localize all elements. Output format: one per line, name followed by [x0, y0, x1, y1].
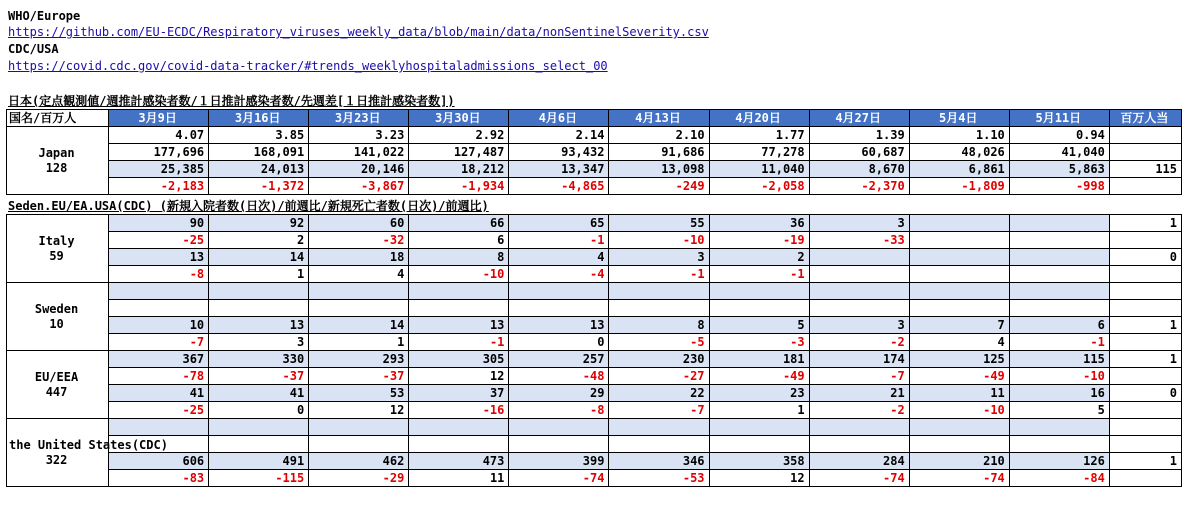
country-label — [7, 351, 109, 419]
country-population: 128 — [45, 160, 68, 175]
value-cell: 13,098 — [609, 161, 709, 178]
value-cell: 8 — [409, 249, 509, 266]
value-cell — [409, 436, 509, 453]
value-cell — [409, 419, 509, 436]
per-million-cell — [1109, 144, 1181, 161]
value-cell: -2,183 — [109, 178, 209, 195]
value-cell: 13 — [109, 249, 209, 266]
value-cell: -33 — [809, 232, 909, 249]
value-cell: 18 — [309, 249, 409, 266]
value-cell: 127,487 — [409, 144, 509, 161]
table-row — [7, 351, 1182, 368]
value-cell: 6 — [409, 232, 509, 249]
value-cell: -3 — [709, 334, 809, 351]
per-million-cell — [1109, 334, 1181, 351]
value-cell: 65 — [509, 215, 609, 232]
value-cell: 13 — [409, 317, 509, 334]
value-cell: 16 — [1009, 385, 1109, 402]
table-row — [7, 470, 1182, 487]
value-cell: -1,372 — [209, 178, 309, 195]
value-cell: 177,696 — [109, 144, 209, 161]
per-million-cell — [1109, 419, 1181, 436]
value-cell: -25 — [109, 232, 209, 249]
table-row — [7, 402, 1182, 419]
value-cell: -8 — [109, 266, 209, 283]
table-row — [7, 436, 1182, 453]
country-name: EU/EEA — [34, 369, 79, 384]
value-cell: 5 — [1009, 402, 1109, 419]
value-cell: -1 — [1009, 334, 1109, 351]
cdc-usa-label: CDC/USA — [8, 42, 59, 56]
value-cell: -7 — [809, 368, 909, 385]
value-cell — [309, 300, 409, 317]
date-header: 3月23日 — [309, 110, 409, 127]
value-cell: 91,686 — [609, 144, 709, 161]
value-cell: 48,026 — [909, 144, 1009, 161]
value-cell — [909, 283, 1009, 300]
others-section-title: Seden.EU/EA.USA(CDC) (新規入院者数(日次)/前週比/新規死亡者数(日次)/前週比) — [8, 199, 489, 213]
value-cell — [509, 283, 609, 300]
value-cell: 125 — [909, 351, 1009, 368]
value-cell: 210 — [909, 453, 1009, 470]
value-cell: 29 — [509, 385, 609, 402]
value-cell: -1 — [509, 232, 609, 249]
value-cell: 55 — [609, 215, 709, 232]
per-million-cell — [1109, 368, 1181, 385]
value-cell: 1 — [709, 402, 809, 419]
value-cell — [1009, 249, 1109, 266]
value-cell: 174 — [809, 351, 909, 368]
value-cell: -10 — [909, 402, 1009, 419]
date-header: 3月30日 — [409, 110, 509, 127]
per-million-cell: 115 — [1109, 161, 1181, 178]
per-million-cell — [1109, 266, 1181, 283]
value-cell: -53 — [609, 470, 709, 487]
value-cell: 257 — [509, 351, 609, 368]
value-cell: -1,809 — [909, 178, 1009, 195]
value-cell: 4 — [509, 249, 609, 266]
value-cell — [209, 283, 309, 300]
value-cell — [909, 215, 1009, 232]
table-row — [7, 453, 1182, 470]
value-cell — [709, 419, 809, 436]
value-cell: -998 — [1009, 178, 1109, 195]
value-cell: 473 — [409, 453, 509, 470]
value-cell: -8 — [509, 402, 609, 419]
value-cell: 11,040 — [709, 161, 809, 178]
value-cell: -19 — [709, 232, 809, 249]
value-cell: -7 — [109, 334, 209, 351]
per-million-cell — [1109, 127, 1181, 144]
others-table — [6, 214, 1182, 487]
value-cell: -2,058 — [709, 178, 809, 195]
value-cell: 181 — [709, 351, 809, 368]
table-row — [7, 283, 1182, 300]
table-row — [7, 178, 1182, 195]
value-cell: 1 — [309, 334, 409, 351]
value-cell — [709, 300, 809, 317]
value-cell: 0.94 — [1009, 127, 1109, 144]
value-cell: 462 — [309, 453, 409, 470]
value-cell: -1 — [609, 266, 709, 283]
value-cell: 2.10 — [609, 127, 709, 144]
value-cell — [509, 300, 609, 317]
value-cell — [1009, 419, 1109, 436]
value-cell: 41 — [209, 385, 309, 402]
value-cell: 284 — [809, 453, 909, 470]
value-cell: 12 — [409, 368, 509, 385]
value-cell: -48 — [509, 368, 609, 385]
corner-header: 国名/百万人 — [7, 110, 109, 127]
value-cell — [409, 300, 509, 317]
value-cell — [909, 232, 1009, 249]
value-cell: -2,370 — [809, 178, 909, 195]
value-cell: 2 — [209, 232, 309, 249]
value-cell: -4 — [509, 266, 609, 283]
table-row — [7, 266, 1182, 283]
date-header: 4月13日 — [609, 110, 709, 127]
date-header: 4月6日 — [509, 110, 609, 127]
value-cell: 1.10 — [909, 127, 1009, 144]
date-header: 4月20日 — [709, 110, 809, 127]
value-cell: 25,385 — [109, 161, 209, 178]
value-cell: -27 — [609, 368, 709, 385]
value-cell: -49 — [909, 368, 1009, 385]
value-cell — [709, 436, 809, 453]
value-cell — [309, 283, 409, 300]
value-cell — [1009, 300, 1109, 317]
value-cell: 13,347 — [509, 161, 609, 178]
value-cell — [209, 300, 309, 317]
value-cell: 8 — [609, 317, 709, 334]
value-cell — [509, 419, 609, 436]
value-cell: 305 — [409, 351, 509, 368]
per-million-cell: 0 — [1109, 385, 1181, 402]
value-cell — [209, 436, 309, 453]
value-cell: 20,146 — [309, 161, 409, 178]
value-cell: 11 — [409, 470, 509, 487]
country-label — [7, 283, 109, 351]
value-cell: -74 — [909, 470, 1009, 487]
value-cell — [1009, 232, 1109, 249]
table-row — [7, 300, 1182, 317]
date-header: 3月16日 — [209, 110, 309, 127]
value-cell: 3 — [209, 334, 309, 351]
value-cell — [909, 436, 1009, 453]
table-row — [7, 419, 1182, 436]
value-cell: -3,867 — [309, 178, 409, 195]
japan-section-title: 日本(定点観測値/週推計感染者数/１日推計感染者数/先週差[１日推計感染者数]) — [8, 94, 455, 108]
value-cell: 23 — [709, 385, 809, 402]
per-million-cell: 1 — [1109, 453, 1181, 470]
per-million-cell — [1109, 436, 1181, 453]
value-cell — [309, 436, 409, 453]
value-cell: 92 — [209, 215, 309, 232]
value-cell: 168,091 — [209, 144, 309, 161]
per-million-cell — [1109, 402, 1181, 419]
value-cell: 5,863 — [1009, 161, 1109, 178]
value-cell — [1009, 215, 1109, 232]
table-row — [7, 161, 1182, 178]
value-cell: 18,212 — [409, 161, 509, 178]
value-cell: 36 — [709, 215, 809, 232]
per-million-cell — [1109, 232, 1181, 249]
country-population: 59 — [49, 248, 64, 263]
value-cell: 4.07 — [109, 127, 209, 144]
value-cell: 60,687 — [809, 144, 909, 161]
value-cell: 126 — [1009, 453, 1109, 470]
value-cell: 60 — [309, 215, 409, 232]
value-cell: -83 — [109, 470, 209, 487]
value-cell: -74 — [809, 470, 909, 487]
value-cell: 41,040 — [1009, 144, 1109, 161]
table-row — [7, 232, 1182, 249]
value-cell: 2 — [709, 249, 809, 266]
value-cell: 0 — [209, 402, 309, 419]
value-cell — [1009, 283, 1109, 300]
per-million-header: 百万人当 — [1109, 110, 1181, 127]
date-header: 5月11日 — [1009, 110, 1109, 127]
value-cell: -4,865 — [509, 178, 609, 195]
value-cell: -32 — [309, 232, 409, 249]
value-cell: 3.85 — [209, 127, 309, 144]
table-row — [7, 368, 1182, 385]
country-population: 322 — [45, 452, 68, 467]
value-cell — [1009, 436, 1109, 453]
value-cell: 90 — [109, 215, 209, 232]
per-million-cell: 1 — [1109, 317, 1181, 334]
japan-table — [6, 109, 1182, 195]
value-cell: 3.23 — [309, 127, 409, 144]
date-header: 4月27日 — [809, 110, 909, 127]
value-cell: -29 — [309, 470, 409, 487]
value-cell: 3 — [809, 317, 909, 334]
value-cell: 115 — [1009, 351, 1109, 368]
value-cell — [609, 436, 709, 453]
value-cell: 5 — [709, 317, 809, 334]
value-cell — [809, 283, 909, 300]
country-label — [7, 215, 109, 283]
value-cell: 13 — [509, 317, 609, 334]
table-row — [7, 385, 1182, 402]
value-cell — [609, 419, 709, 436]
header-row — [7, 110, 1182, 127]
value-cell — [1009, 266, 1109, 283]
table-row — [7, 127, 1182, 144]
value-cell — [809, 419, 909, 436]
value-cell: -7 — [609, 402, 709, 419]
country-label — [7, 127, 109, 195]
value-cell: -2 — [809, 402, 909, 419]
country-name: Japan — [38, 145, 75, 160]
value-cell: 12 — [709, 470, 809, 487]
value-cell: 14 — [309, 317, 409, 334]
value-cell: 3 — [609, 249, 709, 266]
value-cell: 0 — [509, 334, 609, 351]
country-label — [7, 419, 168, 487]
value-cell: 141,022 — [309, 144, 409, 161]
date-header: 5月4日 — [909, 110, 1009, 127]
value-cell: -1 — [709, 266, 809, 283]
value-cell: 3 — [809, 215, 909, 232]
per-million-cell — [1109, 300, 1181, 317]
value-cell: 606 — [109, 453, 209, 470]
value-cell: -78 — [109, 368, 209, 385]
value-cell: -10 — [409, 266, 509, 283]
per-million-cell — [1109, 283, 1181, 300]
per-million-cell — [1109, 178, 1181, 195]
country-population: 10 — [49, 316, 64, 331]
country-name: Sweden — [34, 301, 79, 316]
value-cell: 346 — [609, 453, 709, 470]
value-cell: -1,934 — [409, 178, 509, 195]
value-cell: -2 — [809, 334, 909, 351]
value-cell — [109, 419, 209, 436]
value-cell — [909, 249, 1009, 266]
per-million-cell — [1109, 470, 1181, 487]
value-cell: 14 — [209, 249, 309, 266]
value-cell: 1.39 — [809, 127, 909, 144]
value-cell: 1.77 — [709, 127, 809, 144]
value-cell: 41 — [109, 385, 209, 402]
value-cell: 4 — [909, 334, 1009, 351]
table-row — [7, 317, 1182, 334]
value-cell — [109, 283, 209, 300]
value-cell: 7 — [909, 317, 1009, 334]
value-cell: 53 — [309, 385, 409, 402]
value-cell — [409, 283, 509, 300]
value-cell: -37 — [309, 368, 409, 385]
value-cell: -249 — [609, 178, 709, 195]
value-cell: 293 — [309, 351, 409, 368]
value-cell — [109, 300, 209, 317]
value-cell: 330 — [209, 351, 309, 368]
value-cell — [909, 266, 1009, 283]
value-cell: 230 — [609, 351, 709, 368]
value-cell — [909, 300, 1009, 317]
value-cell: 66 — [409, 215, 509, 232]
value-cell — [309, 419, 409, 436]
who-europe-link[interactable]: https://github.com/EU-ECDC/Respiratory_viruses_weekly_data/blob/main/data/nonSentinelSeverity.csv — [8, 25, 709, 39]
value-cell: -25 — [109, 402, 209, 419]
value-cell: 358 — [709, 453, 809, 470]
value-cell — [809, 266, 909, 283]
value-cell: 22 — [609, 385, 709, 402]
per-million-cell: 1 — [1109, 351, 1181, 368]
cdc-usa-link[interactable]: https://covid.cdc.gov/covid-data-tracker/#trends_weeklyhospitaladmissions_select_00 — [8, 59, 608, 73]
value-cell: 77,278 — [709, 144, 809, 161]
value-cell: 2.14 — [509, 127, 609, 144]
table-row — [7, 249, 1182, 266]
country-name: the United States(CDC) — [9, 437, 168, 452]
value-cell: 93,432 — [509, 144, 609, 161]
value-cell: -49 — [709, 368, 809, 385]
value-cell: 24,013 — [209, 161, 309, 178]
value-cell: 399 — [509, 453, 609, 470]
value-cell: -10 — [1009, 368, 1109, 385]
value-cell — [809, 300, 909, 317]
value-cell: 8,670 — [809, 161, 909, 178]
value-cell: -1 — [409, 334, 509, 351]
value-cell — [809, 249, 909, 266]
table-row — [7, 334, 1182, 351]
value-cell: -74 — [509, 470, 609, 487]
value-cell: 6 — [1009, 317, 1109, 334]
value-cell — [609, 300, 709, 317]
value-cell: 11 — [909, 385, 1009, 402]
value-cell — [709, 283, 809, 300]
value-cell: 10 — [109, 317, 209, 334]
who-europe-label: WHO/Europe — [8, 9, 81, 23]
value-cell: -37 — [209, 368, 309, 385]
value-cell: 13 — [209, 317, 309, 334]
value-cell: -16 — [409, 402, 509, 419]
value-cell: -115 — [209, 470, 309, 487]
value-cell: 6,861 — [909, 161, 1009, 178]
per-million-cell: 0 — [1109, 249, 1181, 266]
value-cell: 1 — [209, 266, 309, 283]
value-cell: 12 — [309, 402, 409, 419]
value-cell: -5 — [609, 334, 709, 351]
value-cell: 21 — [809, 385, 909, 402]
value-cell — [209, 419, 309, 436]
table-row — [7, 144, 1182, 161]
value-cell: -10 — [609, 232, 709, 249]
value-cell — [609, 283, 709, 300]
value-cell: 37 — [409, 385, 509, 402]
date-header: 3月9日 — [109, 110, 209, 127]
value-cell — [809, 436, 909, 453]
country-name: Italy — [38, 233, 75, 248]
country-population: 447 — [45, 384, 68, 399]
value-cell: 4 — [309, 266, 409, 283]
table-row — [7, 215, 1182, 232]
value-cell — [509, 436, 609, 453]
value-cell: 367 — [109, 351, 209, 368]
value-cell: 491 — [209, 453, 309, 470]
value-cell — [909, 419, 1009, 436]
per-million-cell: 1 — [1109, 215, 1181, 232]
value-cell: -84 — [1009, 470, 1109, 487]
value-cell: 2.92 — [409, 127, 509, 144]
